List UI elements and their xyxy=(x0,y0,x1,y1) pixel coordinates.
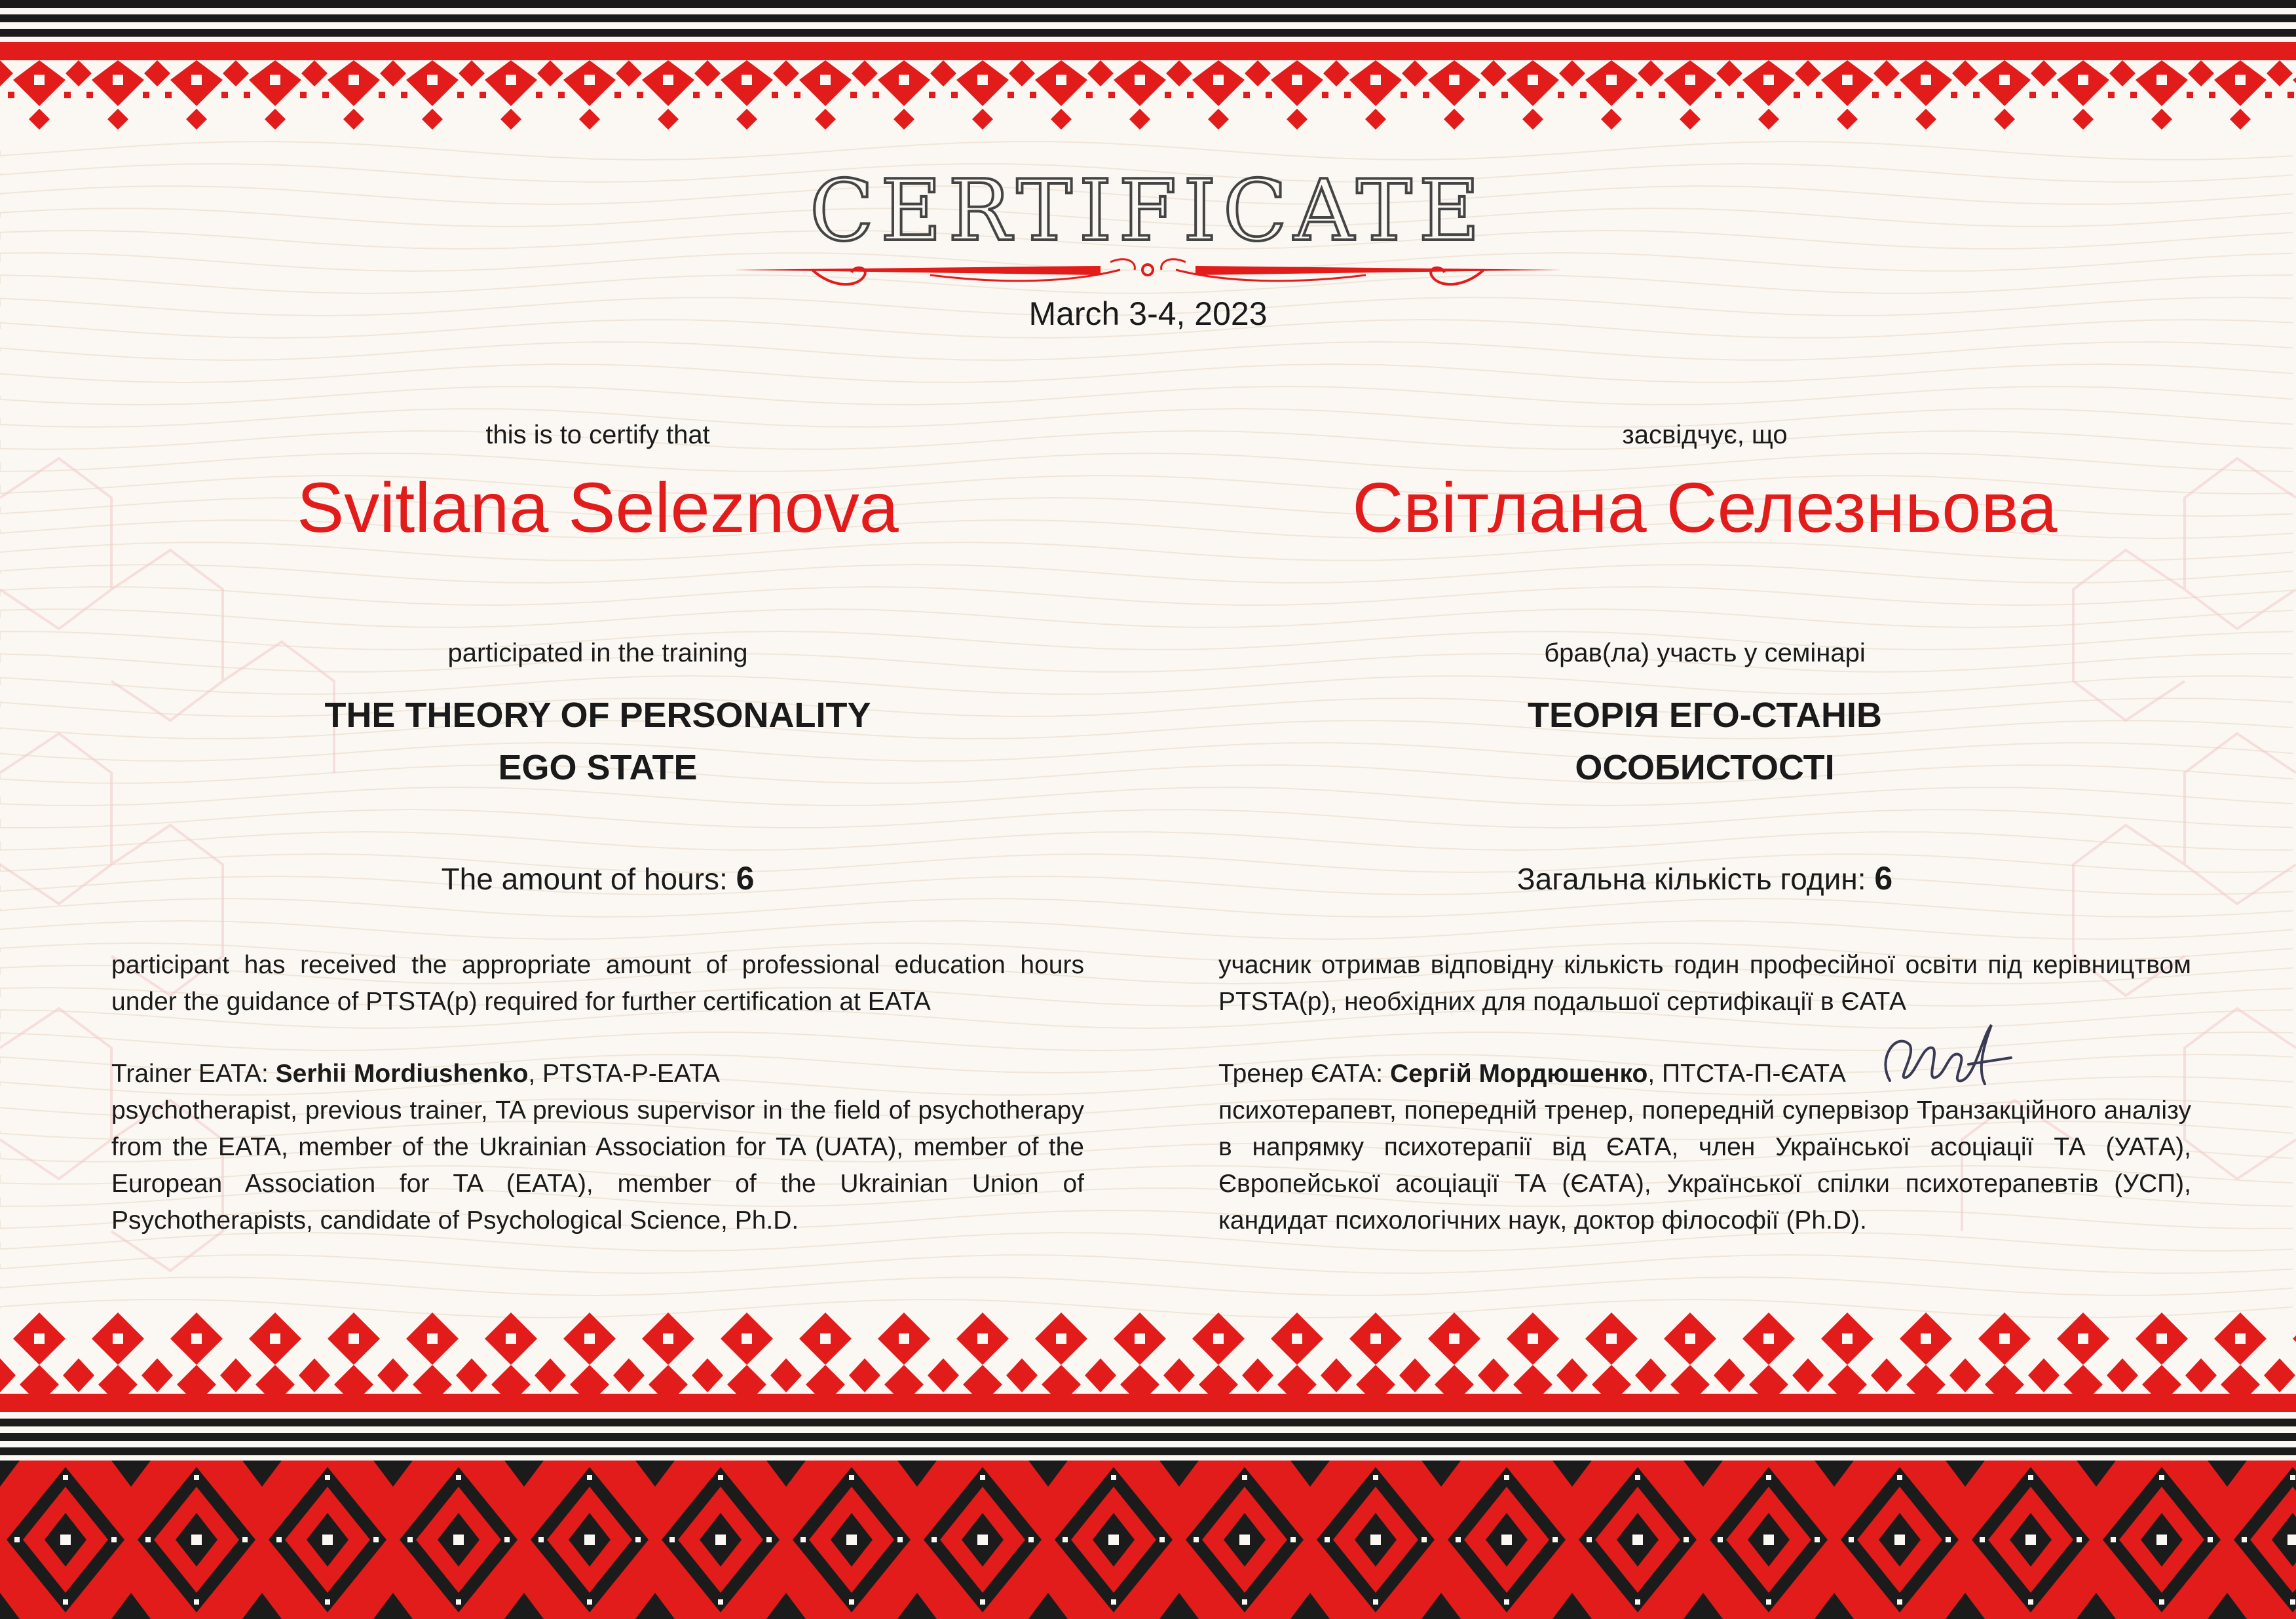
trainer-block-en xyxy=(111,1056,1084,1239)
hours-value-ua: 6 xyxy=(1874,860,1893,897)
course-line2-en: EGO STATE xyxy=(498,748,698,787)
trainer-signature xyxy=(1870,1018,2014,1104)
course-line1-en: THE THEORY OF PERSONALITY xyxy=(324,696,871,735)
recipient-name-en: Svitlana Seleznova xyxy=(297,468,899,547)
title-flourish-ornament xyxy=(734,255,1562,291)
certify-intro-en: this is to certify that xyxy=(485,420,710,449)
hours-ua xyxy=(1218,859,2191,897)
bottom-ornament-border xyxy=(0,1310,2296,1619)
course-title-en xyxy=(111,689,1084,794)
course-line2-ua: ОСОБИСТОСТІ xyxy=(1575,748,1835,787)
participated-text-ua: брав(ла) участь у семінарі xyxy=(1544,639,1866,667)
recipient-name-ua: Світлана Селезньова xyxy=(1352,468,2058,547)
course-line1-ua: ТЕОРІЯ ЕГО-СТАНІВ xyxy=(1528,696,1882,735)
course-title-ua xyxy=(1218,689,2191,794)
bottom-embroidery-pattern-lower xyxy=(0,1461,2296,1619)
certify-intro-ua: засвідчує, що xyxy=(1622,420,1788,449)
trainer-description-ua: психотерапевт, попередній тренер, попередній супервізор Транзакційного аналізу в напрямку психотерапії від ЄАТА, член Української асоціації ТА (УАТА), Європейської асоціації ТА (ЄАТА), Української спілки психотерапевтів (УСП), кандидат психологічних наук, доктор філософії (Ph.D). xyxy=(1218,1096,2191,1235)
hours-value-en: 6 xyxy=(736,860,755,897)
certificate-title: CERTIFICATE xyxy=(810,162,1486,260)
trainer-label-ua: Тренер ЄАТА: xyxy=(1218,1060,1383,1088)
top-ornament-border xyxy=(0,0,2296,138)
hours-en xyxy=(111,859,1084,897)
participant-text-ua: учасник отримав відповідну кількість годин професійної освіти під керівництвом PTSTA(p), необхідних для подальшої сертифікації в ЄАТА xyxy=(1218,951,2191,1016)
trainer-title-ua: , ПТСТА-П-ЄАТА xyxy=(1647,1060,1846,1088)
trainer-name-en: Serhii Mordiushenko xyxy=(275,1060,529,1088)
bottom-embroidery-pattern-upper xyxy=(0,1310,2296,1408)
hours-label-en: The amount of hours: xyxy=(441,862,728,896)
trainer-title-en: , PTSTA-P-EATA xyxy=(528,1060,720,1088)
participant-text-en: participant has received the appropriate amount of professional education hours under the guidance of PTSTA(p) required for further certification at EATA xyxy=(111,951,1084,1016)
participated-text-en: participated in the training xyxy=(447,639,748,667)
trainer-name-ua: Сергій Мордюшенко xyxy=(1389,1060,1648,1088)
hours-label-ua: Загальна кількість годин: xyxy=(1516,862,1866,896)
top-embroidery-pattern xyxy=(0,46,2296,138)
trainer-block-ua xyxy=(1218,1056,2191,1239)
certificate-date: March 3-4, 2023 xyxy=(1028,295,1268,332)
trainer-description-en: psychotherapist, previous trainer, TA previous supervisor in the field of psychotherapy from the EATA, member of the Ukrainian Association for TA (UATA), member of the European Association for TA (EATA), member of the Ukrainian Union of Psychotherapists, candidate of Psychological Science, Ph.D. xyxy=(111,1096,1084,1235)
trainer-label-en: Trainer EATA: xyxy=(111,1060,269,1088)
